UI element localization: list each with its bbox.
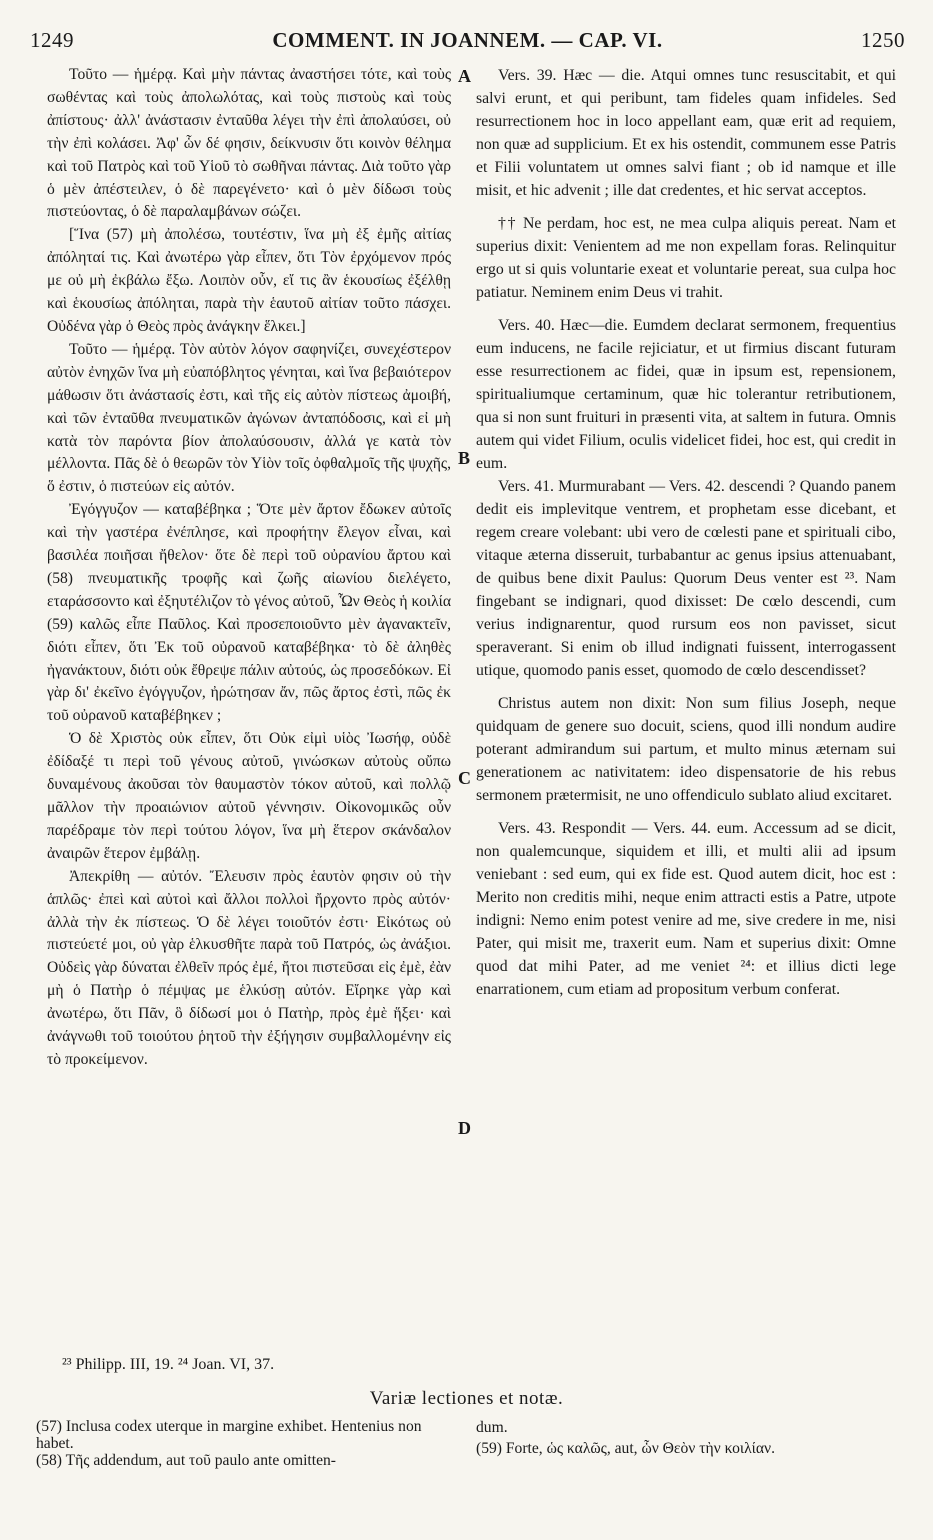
latin-paragraph: Vers. 39. Hæc — die. Atqui omnes tunc resuscitabit, et qui salvi erunt, et qui peribunt, tam fideles quam infideles. Sed resurrectionem hoc in loco appellant eam, quæ erit ad requiem, non quæ ad supplicium. Et ex his ostendit, communem esse Patris et Filii voluntatem ut omnes salvi fiant ; ob id namque et ille misit, et hic advenit ; ille dat credentes, et hic servat acceptos. bbox=[476, 67, 896, 199]
latin-paragraph: Christus autem non dixit: Non sum filius Joseph, neque quidquam de genere suo docuit, sciens, quod illi nondum audire poterant admirandum sui partum, et multo minus æternam sui generationem ac nativitatem: ideo dispensatorie de his rebus sermonem prætermisit, ne uno offendiculo sublato aliud excitaret. bbox=[476, 695, 896, 804]
page-header bbox=[30, 28, 905, 58]
margin-mark-d: D bbox=[458, 1118, 471, 1138]
greek-paragraph: Ἀπεκρίθη — αὐτόν. Ἔλευσιν πρὸς ἑαυτὸν φησιν οὐ τὴν ἁπλῶς· ἐπεὶ καὶ αὐτοὶ καὶ ἄλλοι πολλοὶ ἤρχοντο πρὸς αὐτόν· ἀλλὰ τὴν ἐκ πίστεως. Ὁ δὲ λέγει τοιοῦτόν ἐστι· Εἰκότως οὐ πιστεύετέ μοι, οὐ γὰρ ἑλκυσθῆτε παρὰ τοῦ Πατρός, ὡς ἀνάξιοι. Οὐδεὶς γὰρ δύναται ἐλθεῖν πρός ἐμέ, ἤτοι πιστεῦσαι εἰς ἐμὲ, ἐὰν μὴ ὁ Πατὴρ ὁ πέμψας με ἑλκύσῃ αὐτόν. Εἴρηκε γὰρ καὶ ἀνωτέρω, ὅτι Πᾶν, ὃ δίδωσί μοι ὁ Πατὴρ, πρὸς ἐμὲ ἥξει· καὶ ἀνάγνωθι τοῦ τοιούτου ῥητοῦ τὴν ἐξήγησιν συμβαλλομένην εἰς τὸ προκείμενον. bbox=[47, 867, 451, 1068]
note-item: (58) Τῆς addendum, aut τοῦ paulo ante omitten- bbox=[36, 1452, 336, 1469]
greek-paragraph: [Ἵνα (57) μὴ ἀπολέσω, τουτέστιν, ἵνα μὴ ἐξ ἐμῆς αἰτίας ἀπόληταί τις. Καὶ ἀνωτέρω γὰρ εἶπεν, ὅτι Τὸν ἐρχόμενον πρός με οὐ μὴ ἐκβάλω ἔξω. Λοιπὸν οὖν, εἴ τις ἂν ἑκουσίως ἐξέλθῃ καὶ ἑκουσίως ἀπόληται, παρὰ τὴν ἑαυτοῦ αἰτίαν τοῦτο πάσχει. Οὐδένα γὰρ ὁ Θεὸς πρὸς ἀνάγκην ἕλκει.] bbox=[47, 226, 451, 335]
note-item: dum. bbox=[476, 1419, 508, 1436]
latin-paragraph: †† Ne perdam, hoc est, ne mea culpa aliquis pereat. Nam et superius dixit: Venientem ad me non expellam foras. Relinquitur ergo ut si quis voluntarie exeat et voluntarie pereat, sua culpa hoc patiatur. Neminem enim Deus vi trahit. bbox=[476, 215, 896, 301]
greek-paragraph: Τοῦτο — ἡμέρᾳ. Τὸν αὐτὸν λόγον σαφηνίζει, συνεχέστερον αὐτὸν ἐνηχῶν ἵνα μὴ εὐαπόβλητος γένηται, καὶ ἵνα βεβαιότερον μάθωσιν ὅτι ἀνάστασίς ἐστι, καὶ τῆς εἰς αὐτὸν πίστεως ἀμοιβή, καὶ τῶν ἐνταῦθα πνευματικῶν ἀγώνων ἀνταπόδοσις, καὶ εἰ μὴ κατὰ τὸν παρόντα βίον ἀπολαύσουσιν, ἀλλά γε κατὰ τὸν μέλλοντα. Πᾶς δὲ ὁ θεωρῶν τὸν Υἱὸν τοῖς ὀφθαλμοῖς τῆς ψυχῆς, ὅ ἐστιν, ὁ πιστεύων εἰς αὐτόν. bbox=[47, 340, 451, 496]
note-item: (59) Forte, ὡς καλῶς, aut, ὧν Θεὸν τὴν κοιλίαν. bbox=[476, 1440, 775, 1457]
margin-mark-c: C bbox=[458, 768, 471, 788]
notes-right bbox=[476, 1418, 906, 1458]
greek-paragraph: Τοῦτο — ἡμέρᾳ. Καὶ μὴν πάντας ἀναστήσει τότε, καὶ τοὺς σωθέντας καὶ τοὺς ἀπολωλότας, καὶ τοὺς πιστοὺς καὶ τοὺς ἀπίστους· ἀλλ' ἀνάστασιν ἐνταῦθα λέγει τὴν ἐπὶ ἀπολαύσει, οὐ τὴν ἐπὶ κολάσει. Ἀφ' ὧν δέ φησιν, δείκνυσιν ὅτι κοινὸν θέλημα καὶ τοῦ Πατρὸς καὶ τοῦ Υἱοῦ τὸ σωθῆναι πάντας. Διὰ τοῦτο γὰρ ὁ μὲν ἀπέστειλεν, ὁ δὲ παρεγένετο· καὶ ὁ μὲν δίδωσι τοὺς πιστεύοντας, ὁ δὲ παραλαμβάνων σώζει. bbox=[47, 66, 451, 221]
variae-lectiones-heading: Variæ lectiones et notæ. bbox=[369, 1388, 564, 1409]
greek-paragraph: Ἐγόγγυζον — καταβέβηκα ; Ὅτε μὲν ἄρτον ἔδωκεν αὐτοῖς καὶ τὴν γαστέρα ἐνέπλησε, καὶ προφήτην ἔλεγον εἶναι, καὶ βασιλέα ποιῆσαι ἤθελον· ὅτε δὲ περὶ τοῦ οὐρανίου ἄρτου καὶ (58) πνευματικῆς τροφῆς καὶ ζωῆς αἰωνίου διελέγετο, εταράσσοντο καὶ ἐξηυτέλιζον τὸ γένος αὐτοῦ, Ὧν Θεὸς ἡ κοιλία (59) καλῶς εἶπε Παῦλος. Καὶ προσεποιοῦντο μὲν ἀγανακτεῖν, διότι εἶπεν, ὅτι Ἐκ τοῦ οὐρανοῦ καταβέβηκα· τὸ δὲ ἀληθὲς ἠγανάκτουν, διότι οὐκ ἔθρεψε πάλιν αὐτούς, ὡς προσεδόκων. Εἰ γὰρ δι' ἐκεῖνο ἐγόγγυζον, ἠρώτησαν ἄν, πῶς ἄρτος ἐστὶ, πῶς ἐκ τοῦ οὐρανοῦ καταβέβηκεν ; bbox=[47, 501, 451, 725]
scripture-footnotes: ²³ Philipp. III, 19. ²⁴ Joan. VI, 37. bbox=[62, 1356, 275, 1373]
note-item: (57) Inclusa codex uterque in margine exhibet. Hentenius non habet. bbox=[36, 1418, 422, 1452]
greek-paragraph: Ὁ δὲ Χριστὸς οὐκ εἶπεν, ὅτι Οὐκ εἰμὶ υἱὸς Ἰωσήφ, οὐδὲ ἐδίδαξέ τι περὶ τοῦ γένους αὐτοῦ, γινώσκων αὐτοὺς οὔπω δυναμένους ἀκοῦσαι τὸν θαυμαστὸν τόκον αὐτοῦ, καὶ πολλῷ μᾶλλον τὴν προαιώνιον αὐτοῦ γέννησιν. Οἰκονομικῶς οὖν παρέδραμε τὸν περὶ τούτου λόγον, ἵνα μὴ ἕτερον σκάνδαλον ἀναιρῶν ἕτερον ἐμβάλῃ. bbox=[47, 730, 451, 862]
latin-paragraph: Vers. 41. Murmurabant — Vers. 42. descendi ? Quando panem dedit eis implevitque ventrem, et prophetam esse dicebant, et regem creare volebant: ubi vero de cœlesti pane et spirituali cibo, vitaque æterna disseruit, turbabantur ac genus ipsius attenuabant, de quibus bene dixit Paulus: Quorum Deus venter est ²³. Nam fingebant se indignari, quod dixisset: De cœlo descendi, cum verius indignarentur, quod rursum eos non pavisset, sicut speraverant. Si enim ob illud indignati fuissent, interrogassent utique, quomodo panis esset, quomodo de cœlo descendisset? bbox=[476, 478, 896, 679]
latin-paragraph: Vers. 40. Hæc—die. Eumdem declarat sermonem, frequentius eum inducens, ne facile rejiciatur, et ut firmius discant futuram esse resurrectionem ac fidei, quæ in ipsum est, repensionem, spiritualiumque certaminum, quæ hic tolerantur retributionem, qua si non sunt fruituri in præsenti vita, at saltem in futura. Omnis autem qui videt Filium, oculis videlicet fidei, hoc est, qui credit in eum. bbox=[476, 317, 896, 472]
running-title: COMMENT. IN JOANNEM. — CAP. VI. bbox=[272, 28, 663, 52]
margin-mark-b: B bbox=[458, 448, 471, 468]
latin-paragraph: Vers. 43. Respondit — Vers. 44. eum. Accessum ad se dicit, non qualemcunque, siquidem et illi, et multi alii ad ipsum veniebant : sed eum, qui ex fide est. Quod autem dicit, hoc est : Merito non creditis mihi, neque enim attracti estis a Patre, utpote indigni: Nemo enim potest venire ad me, sive credere in me, nisi Pater, qui misit me, traxerit eum. Nam et superius dixit: Omne quod dat mihi Pater, ad me veniet ²⁴: et illius dicti lege enarrationem, cum etiam ad propositum verbum conferat. bbox=[476, 820, 896, 998]
latin-column bbox=[476, 64, 896, 1001]
page-number-left: 1249 bbox=[30, 28, 74, 52]
greek-column bbox=[47, 64, 451, 1072]
margin-mark-a: A bbox=[458, 66, 471, 86]
page-number-right: 1250 bbox=[861, 28, 905, 52]
notes-left bbox=[36, 1418, 461, 1469]
